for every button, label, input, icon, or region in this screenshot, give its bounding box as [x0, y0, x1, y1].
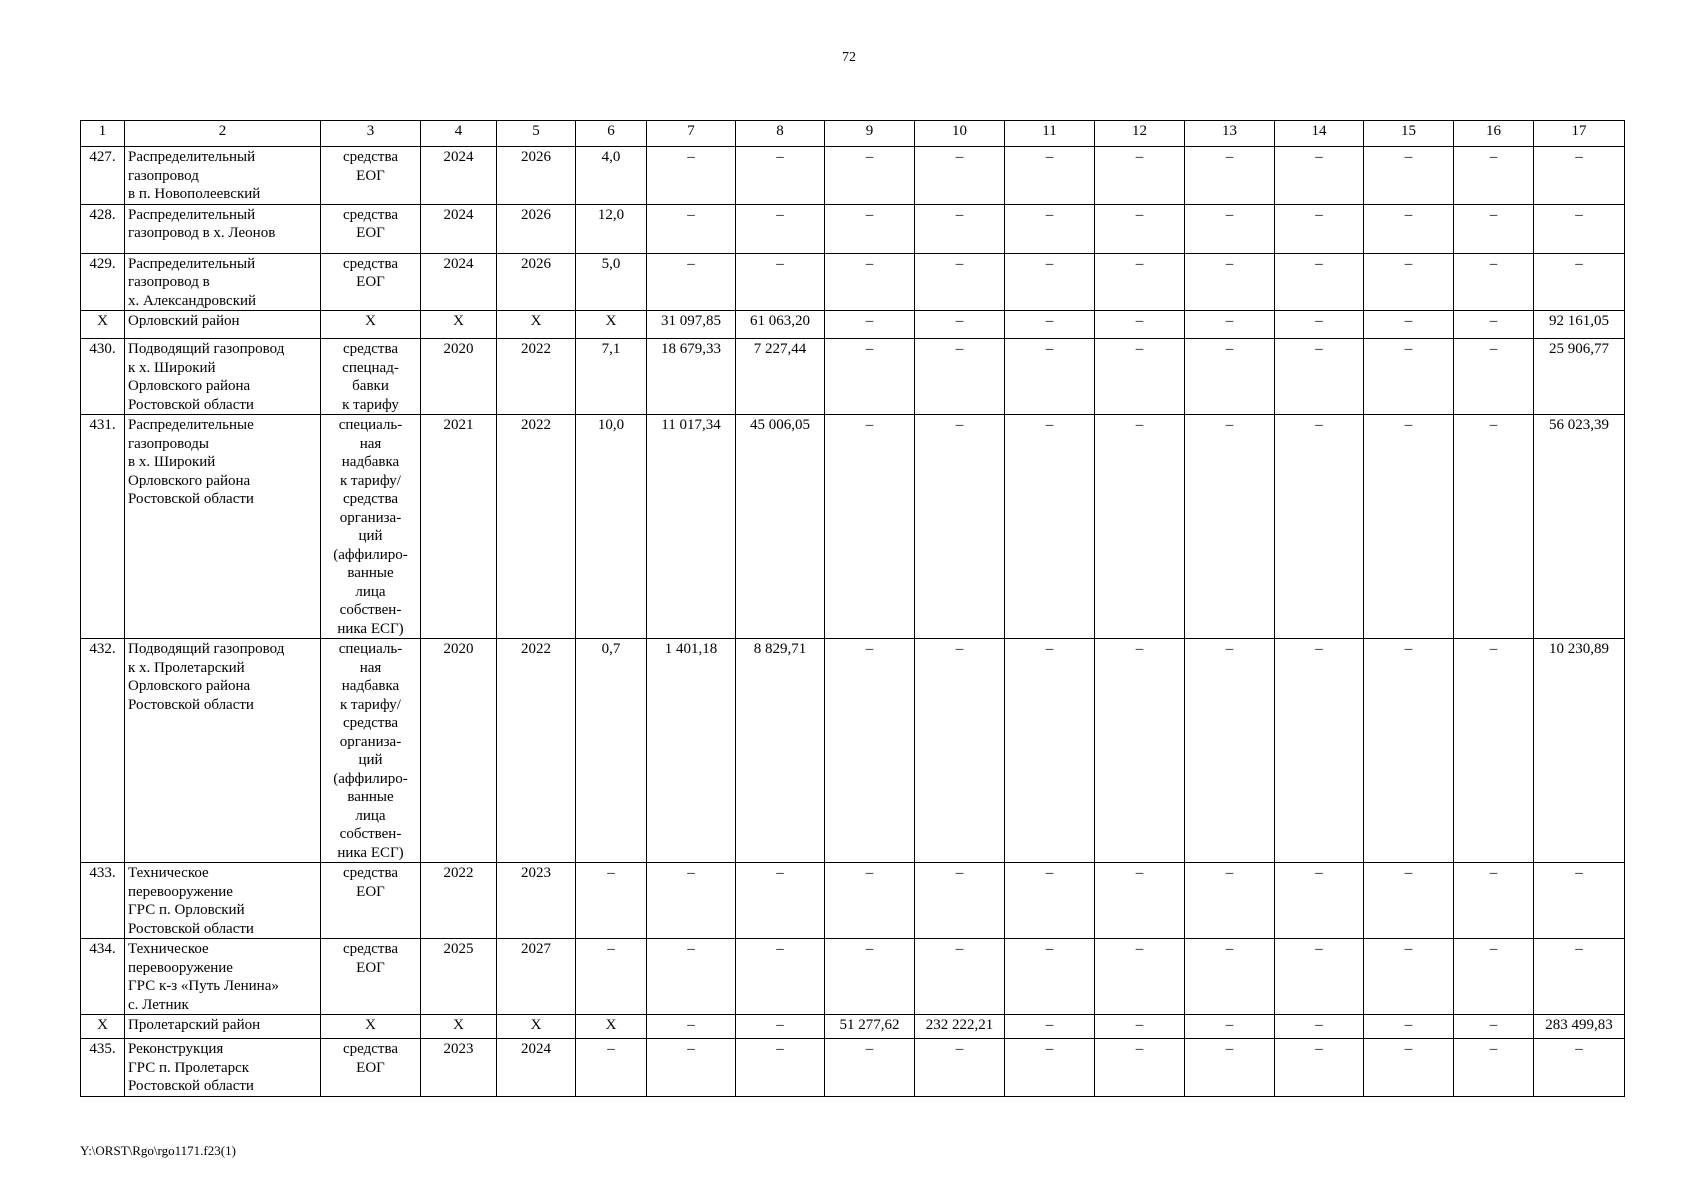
- length: X: [576, 1015, 647, 1039]
- value-col-7: 31 097,85: [647, 311, 736, 339]
- value-col-16: –: [1454, 415, 1534, 639]
- value-col-8: –: [736, 939, 825, 1015]
- value-col-16: –: [1454, 204, 1534, 253]
- row-number: 435.: [81, 1039, 125, 1097]
- column-number: 11: [1005, 121, 1095, 147]
- funding-source: средства ЕОГ: [321, 863, 421, 939]
- start-year: 2020: [421, 339, 497, 415]
- value-col-12: –: [1095, 1039, 1185, 1097]
- value-col-13: –: [1185, 639, 1275, 863]
- object-name: Техническое перевооружение ГРС п. Орловский Ростовской области: [125, 863, 321, 939]
- value-col-15: –: [1364, 1015, 1454, 1039]
- page-number: 72: [842, 50, 856, 65]
- funding-source: средства ЕОГ: [321, 1039, 421, 1097]
- end-year: 2024: [497, 1039, 576, 1097]
- value-col-7: 1 401,18: [647, 639, 736, 863]
- value-col-12: –: [1095, 863, 1185, 939]
- length: X: [576, 311, 647, 339]
- total-value: 10 230,89: [1534, 639, 1625, 863]
- table-row: [81, 204, 1625, 253]
- column-number: 16: [1454, 121, 1534, 147]
- start-year: 2023: [421, 1039, 497, 1097]
- length: –: [576, 1039, 647, 1097]
- total-value: –: [1534, 253, 1625, 311]
- total-value: –: [1534, 939, 1625, 1015]
- end-year: 2023: [497, 863, 576, 939]
- row-number: 433.: [81, 863, 125, 939]
- value-col-15: –: [1364, 204, 1454, 253]
- total-value: 25 906,77: [1534, 339, 1625, 415]
- length: 12,0: [576, 204, 647, 253]
- value-col-9: –: [825, 939, 915, 1015]
- object-name: Подводящий газопровод к х. Широкий Орловского района Ростовской области: [125, 339, 321, 415]
- value-col-15: –: [1364, 311, 1454, 339]
- table-row: [81, 939, 1625, 1015]
- object-name: Реконструкция ГРС п. Пролетарск Ростовской области: [125, 1039, 321, 1097]
- value-col-8: 8 829,71: [736, 639, 825, 863]
- value-col-8: –: [736, 1015, 825, 1039]
- value-col-11: –: [1005, 415, 1095, 639]
- value-col-10: –: [915, 863, 1005, 939]
- funding-source: средства ЕОГ: [321, 147, 421, 205]
- value-col-14: –: [1275, 1039, 1364, 1097]
- object-name: Подводящий газопровод к х. Пролетарский Орловского района Ростовской области: [125, 639, 321, 863]
- value-col-12: –: [1095, 639, 1185, 863]
- start-year: 2024: [421, 147, 497, 205]
- value-col-10: –: [915, 415, 1005, 639]
- value-col-12: –: [1095, 204, 1185, 253]
- value-col-13: –: [1185, 1039, 1275, 1097]
- column-number: 1: [81, 121, 125, 147]
- value-col-7: –: [647, 1039, 736, 1097]
- value-col-8: 45 006,05: [736, 415, 825, 639]
- investment-program-table: [80, 120, 1625, 1097]
- value-col-14: –: [1275, 204, 1364, 253]
- value-col-16: –: [1454, 253, 1534, 311]
- value-col-12: –: [1095, 339, 1185, 415]
- column-number: 17: [1534, 121, 1625, 147]
- value-col-15: –: [1364, 863, 1454, 939]
- length: 4,0: [576, 147, 647, 205]
- value-col-14: –: [1275, 147, 1364, 205]
- value-col-10: –: [915, 939, 1005, 1015]
- value-col-11: –: [1005, 863, 1095, 939]
- end-year: X: [497, 311, 576, 339]
- total-value: –: [1534, 1039, 1625, 1097]
- value-col-8: –: [736, 204, 825, 253]
- table-row: [81, 639, 1625, 863]
- value-col-8: 61 063,20: [736, 311, 825, 339]
- value-col-9: –: [825, 339, 915, 415]
- value-col-16: –: [1454, 147, 1534, 205]
- value-col-8: –: [736, 147, 825, 205]
- value-col-7: –: [647, 147, 736, 205]
- value-col-9: –: [825, 1039, 915, 1097]
- value-col-14: –: [1275, 1015, 1364, 1039]
- end-year: 2022: [497, 339, 576, 415]
- value-col-15: –: [1364, 253, 1454, 311]
- value-col-9: –: [825, 863, 915, 939]
- table-row: [81, 311, 1625, 339]
- value-col-14: –: [1275, 339, 1364, 415]
- object-name: Пролетарский район: [125, 1015, 321, 1039]
- value-col-10: –: [915, 339, 1005, 415]
- value-col-7: 11 017,34: [647, 415, 736, 639]
- funding-source: средства ЕОГ: [321, 204, 421, 253]
- total-value: 56 023,39: [1534, 415, 1625, 639]
- row-number: X: [81, 1015, 125, 1039]
- value-col-16: –: [1454, 1015, 1534, 1039]
- value-col-16: –: [1454, 311, 1534, 339]
- column-number: 10: [915, 121, 1005, 147]
- object-name: Орловский район: [125, 311, 321, 339]
- column-number: 4: [421, 121, 497, 147]
- value-col-15: –: [1364, 639, 1454, 863]
- value-col-10: –: [915, 204, 1005, 253]
- column-number: 3: [321, 121, 421, 147]
- start-year: X: [421, 1015, 497, 1039]
- value-col-15: –: [1364, 1039, 1454, 1097]
- value-col-11: –: [1005, 253, 1095, 311]
- end-year: 2026: [497, 147, 576, 205]
- value-col-16: –: [1454, 639, 1534, 863]
- value-col-7: –: [647, 253, 736, 311]
- table-row: [81, 863, 1625, 939]
- row-number: 429.: [81, 253, 125, 311]
- value-col-7: –: [647, 863, 736, 939]
- funding-source: средства спецнад- бавки к тарифу: [321, 339, 421, 415]
- value-col-9: –: [825, 639, 915, 863]
- value-col-10: –: [915, 311, 1005, 339]
- value-col-10: –: [915, 147, 1005, 205]
- object-name: Распределительный газопровод в п. Новополеевский: [125, 147, 321, 205]
- column-number: 8: [736, 121, 825, 147]
- column-number: 12: [1095, 121, 1185, 147]
- value-col-9: –: [825, 415, 915, 639]
- value-col-12: –: [1095, 147, 1185, 205]
- value-col-14: –: [1275, 253, 1364, 311]
- total-value: 283 499,83: [1534, 1015, 1625, 1039]
- row-number: 430.: [81, 339, 125, 415]
- length: 5,0: [576, 253, 647, 311]
- value-col-13: –: [1185, 204, 1275, 253]
- table-row: [81, 339, 1625, 415]
- funding-source: специаль- ная надбавка к тарифу/ средства организа- ций (аффилиро- ванные лица собствен- ника ЕСГ): [321, 639, 421, 863]
- funding-source: средства ЕОГ: [321, 253, 421, 311]
- value-col-14: –: [1275, 639, 1364, 863]
- funding-source: X: [321, 311, 421, 339]
- total-value: –: [1534, 204, 1625, 253]
- value-col-13: –: [1185, 1015, 1275, 1039]
- value-col-16: –: [1454, 1039, 1534, 1097]
- start-year: 2020: [421, 639, 497, 863]
- end-year: 2027: [497, 939, 576, 1015]
- total-value: –: [1534, 863, 1625, 939]
- value-col-9: –: [825, 204, 915, 253]
- value-col-11: –: [1005, 1015, 1095, 1039]
- value-col-12: –: [1095, 415, 1185, 639]
- row-number: 434.: [81, 939, 125, 1015]
- length: –: [576, 939, 647, 1015]
- row-number: 431.: [81, 415, 125, 639]
- value-col-7: –: [647, 204, 736, 253]
- row-number: 432.: [81, 639, 125, 863]
- length: –: [576, 863, 647, 939]
- value-col-14: –: [1275, 311, 1364, 339]
- funding-source: X: [321, 1015, 421, 1039]
- value-col-12: –: [1095, 311, 1185, 339]
- column-number: 14: [1275, 121, 1364, 147]
- column-number: 2: [125, 121, 321, 147]
- value-col-13: –: [1185, 253, 1275, 311]
- end-year: 2026: [497, 253, 576, 311]
- length: 0,7: [576, 639, 647, 863]
- value-col-11: –: [1005, 147, 1095, 205]
- value-col-12: –: [1095, 939, 1185, 1015]
- value-col-16: –: [1454, 339, 1534, 415]
- value-col-8: –: [736, 863, 825, 939]
- column-number: 15: [1364, 121, 1454, 147]
- total-value: 92 161,05: [1534, 311, 1625, 339]
- column-number: 13: [1185, 121, 1275, 147]
- value-col-15: –: [1364, 415, 1454, 639]
- value-col-14: –: [1275, 415, 1364, 639]
- table-row: [81, 1039, 1625, 1097]
- value-col-8: –: [736, 1039, 825, 1097]
- value-col-14: –: [1275, 863, 1364, 939]
- funding-source: специаль- ная надбавка к тарифу/ средства организа- ций (аффилиро- ванные лица собствен- ника ЕСГ): [321, 415, 421, 639]
- value-col-16: –: [1454, 863, 1534, 939]
- value-col-10: –: [915, 1039, 1005, 1097]
- value-col-12: –: [1095, 253, 1185, 311]
- start-year: X: [421, 311, 497, 339]
- value-col-11: –: [1005, 311, 1095, 339]
- value-col-11: –: [1005, 204, 1095, 253]
- object-name: Распределительные газопроводы в х. Широкий Орловского района Ростовской области: [125, 415, 321, 639]
- start-year: 2024: [421, 204, 497, 253]
- value-col-9: –: [825, 311, 915, 339]
- value-col-10: –: [915, 253, 1005, 311]
- row-number: X: [81, 311, 125, 339]
- length: 7,1: [576, 339, 647, 415]
- value-col-16: –: [1454, 939, 1534, 1015]
- value-col-7: 18 679,33: [647, 339, 736, 415]
- value-col-8: 7 227,44: [736, 339, 825, 415]
- table-row: [81, 147, 1625, 205]
- total-value: –: [1534, 147, 1625, 205]
- value-col-13: –: [1185, 339, 1275, 415]
- row-number: 428.: [81, 204, 125, 253]
- column-number: 7: [647, 121, 736, 147]
- value-col-15: –: [1364, 339, 1454, 415]
- object-name: Распределительный газопровод в х. Леонов: [125, 204, 321, 253]
- start-year: 2024: [421, 253, 497, 311]
- value-col-15: –: [1364, 147, 1454, 205]
- start-year: 2022: [421, 863, 497, 939]
- value-col-7: –: [647, 1015, 736, 1039]
- funding-source: средства ЕОГ: [321, 939, 421, 1015]
- end-year: 2022: [497, 415, 576, 639]
- table-row: [81, 253, 1625, 311]
- start-year: 2025: [421, 939, 497, 1015]
- end-year: X: [497, 1015, 576, 1039]
- file-path-footer: Y:\ORST\Rgo\rgo1171.f23(1): [80, 1143, 236, 1158]
- object-name: Распределительный газопровод в х. Александровский: [125, 253, 321, 311]
- value-col-10: –: [915, 639, 1005, 863]
- table-row: [81, 1015, 1625, 1039]
- end-year: 2022: [497, 639, 576, 863]
- value-col-9: –: [825, 253, 915, 311]
- start-year: 2021: [421, 415, 497, 639]
- value-col-11: –: [1005, 639, 1095, 863]
- column-number: 5: [497, 121, 576, 147]
- value-col-15: –: [1364, 939, 1454, 1015]
- value-col-13: –: [1185, 939, 1275, 1015]
- value-col-10: 232 222,21: [915, 1015, 1005, 1039]
- column-number: 9: [825, 121, 915, 147]
- value-col-7: –: [647, 939, 736, 1015]
- value-col-9: –: [825, 147, 915, 205]
- value-col-12: –: [1095, 1015, 1185, 1039]
- length: 10,0: [576, 415, 647, 639]
- value-col-9: 51 277,62: [825, 1015, 915, 1039]
- value-col-13: –: [1185, 311, 1275, 339]
- value-col-14: –: [1275, 939, 1364, 1015]
- value-col-11: –: [1005, 339, 1095, 415]
- value-col-13: –: [1185, 147, 1275, 205]
- value-col-11: –: [1005, 939, 1095, 1015]
- row-number: 427.: [81, 147, 125, 205]
- value-col-13: –: [1185, 415, 1275, 639]
- value-col-8: –: [736, 253, 825, 311]
- end-year: 2026: [497, 204, 576, 253]
- column-number: 6: [576, 121, 647, 147]
- value-col-11: –: [1005, 1039, 1095, 1097]
- object-name: Техническое перевооружение ГРС к-з «Путь Ленина» с. Летник: [125, 939, 321, 1015]
- value-col-13: –: [1185, 863, 1275, 939]
- table-row: [81, 415, 1625, 639]
- column-number-row: [81, 121, 1625, 147]
